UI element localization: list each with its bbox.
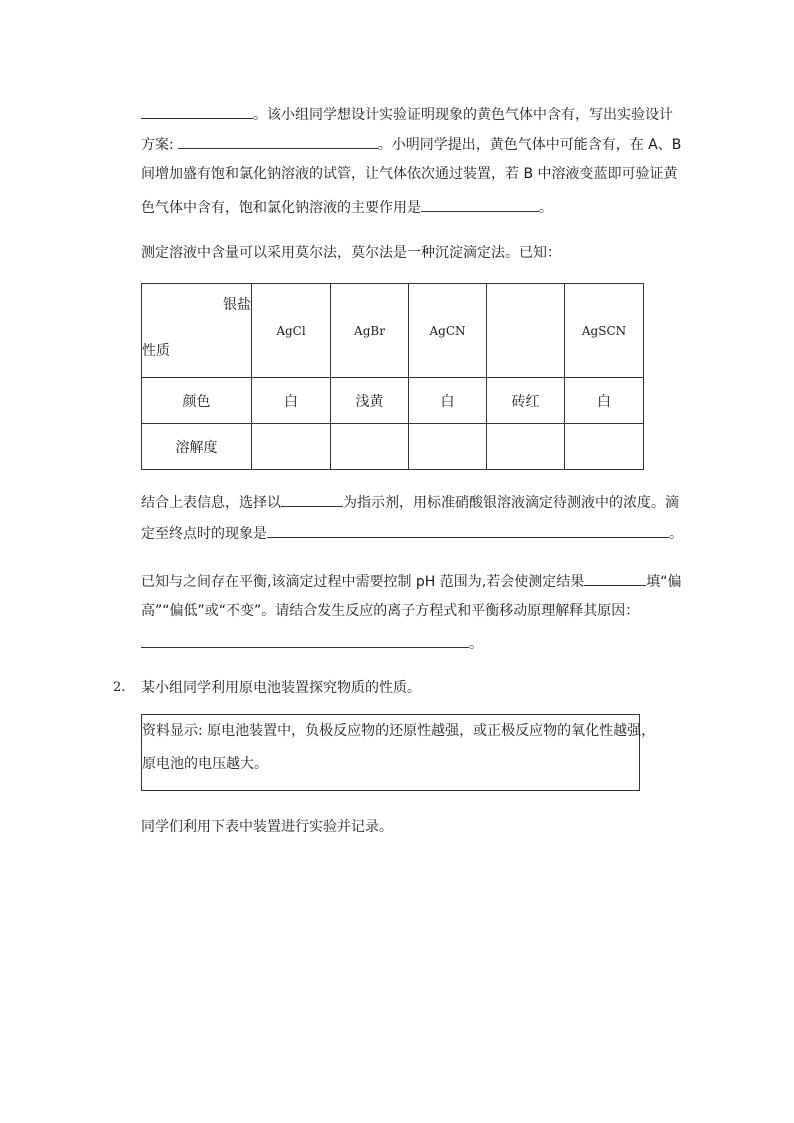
table-row [142, 378, 644, 424]
salt-cell: AgCN [409, 284, 487, 378]
para2-line2: 定至终点时的现象是 。 [141, 522, 683, 542]
color-cell: 砖红 [487, 378, 565, 424]
salt-cell: AgSCN [565, 284, 644, 378]
answer-blank[interactable] [267, 522, 669, 538]
answer-blank[interactable] [584, 570, 646, 586]
info-box-line2: 原电池的电压越大。 [142, 756, 268, 772]
answer-blank[interactable] [141, 103, 253, 119]
para3-line1: 已知与之间存在平衡,该滴定过程中需要控制 pH 范围为,若会使测定结果 填“偏 [141, 570, 681, 590]
info-box [141, 714, 656, 791]
after-box-text: 同学们利用下表中装置进行实验并记录。 [141, 819, 393, 835]
para3-line3: 。 [141, 632, 483, 652]
solubility-cell [331, 424, 409, 470]
table-row [142, 284, 644, 378]
answer-blank[interactable] [178, 133, 378, 149]
silver-salt-table [141, 283, 644, 470]
solubility-cell [565, 424, 644, 470]
info-box-line1: 资料显示: 原电池装置中，负极反应物的还原性越强，或正极反应物的氧化性越强， [142, 723, 656, 739]
para1-line1: 。该小组同学想设计实验证明现象的黄色气体中含有，写出实验设计 [141, 103, 673, 123]
salt-cell: AgCl [252, 284, 331, 378]
para3-line2: 高”“偏低”或“不变”。请结合发生反应的离子方程式和平衡移动原理解释其原因： [141, 603, 640, 619]
question-text: 某小组同学利用原电池装置探究物质的性质。 [141, 680, 421, 696]
answer-blank[interactable] [421, 196, 539, 212]
solubility-cell [409, 424, 487, 470]
para2-line1: 结合上表信息，选择以 为指示剂，用标准硝酸银溶液滴定待测液中的浓度。滴 [141, 491, 679, 511]
solubility-cell [487, 424, 565, 470]
question-number: 2. [113, 680, 126, 695]
color-cell: 白 [409, 378, 487, 424]
answer-blank[interactable] [281, 491, 343, 507]
salt-cell: AgBr [331, 284, 409, 378]
table-header-diagonal: 银盐 性质 [142, 284, 252, 378]
para1-line2: 方案: 。小明同学提出，黄色气体中可能含有，在 A、B [141, 133, 681, 153]
intro-text: 测定溶液中含量可以采用莫尔法，莫尔法是一种沉淀滴定法。已知： [141, 245, 561, 261]
row-label-solubility: 溶解度 [142, 424, 252, 470]
para1-line3: 间增加盛有饱和氯化钠溶液的试管，让气体依次通过装置，若 B 中溶液变蓝即可验证黄 [141, 166, 678, 182]
solubility-cell [252, 424, 331, 470]
row-label-color: 颜色 [142, 378, 252, 424]
color-cell: 白 [565, 378, 644, 424]
color-cell: 白 [252, 378, 331, 424]
color-cell: 浅黄 [331, 378, 409, 424]
answer-blank[interactable] [141, 632, 469, 648]
para1-line4: 色气体中含有，饱和氯化钠溶液的主要作用是 。 [141, 196, 553, 216]
salt-cell [487, 284, 565, 378]
table-row [142, 424, 644, 470]
